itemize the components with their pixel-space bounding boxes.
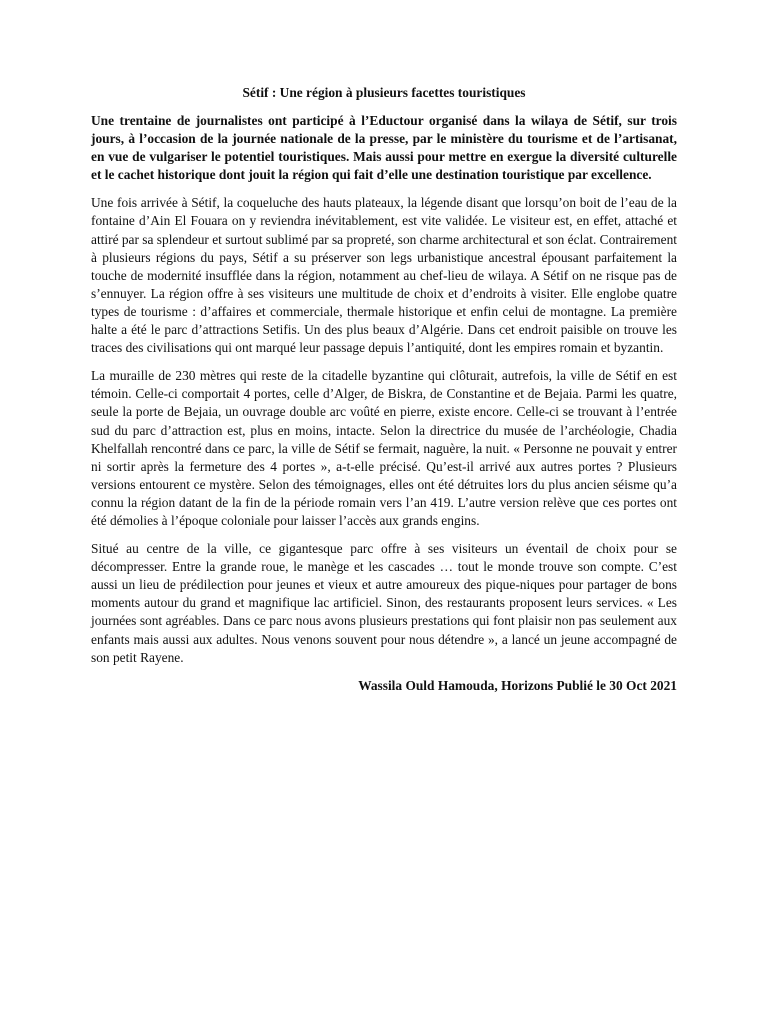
article-signature: Wassila Ould Hamouda, Horizons Publié le 30 Oct 2021 [358,677,677,693]
article-page [91,84,677,695]
article-paragraph-1: Une fois arrivée à Sétif, la coqueluche des hauts plateaux, la légende disant que lorsqu’on boit de l’eau de la fontaine d’Ain El Fouara on y reviendra inévitablement, est vite validée. Le visiteur est, en effet, attaché et attiré par sa splendeur et surtout sublimé par sa propreté, son charme architectural et son éclat. Contrairement à plusieurs régions du pays, Sétif a su préserver son legs urbanistique ancestral épousant parfaitement la touche de modernité insufflée dans la région, notamment au chef-lieu de wilaya. A Sétif on ne risque pas de s’ennuyer. La région offre à ses visiteurs une multitude de choix et d’endroits à visiter. Elle englobe quatre types de tourisme : d’affaires et commerciale, thermale historique et enfin celui de montagne. La première halte a été le parc d’attractions Setifis. Un des plus beaux d’Algérie. Dans cet endroit paisible on trouve les traces des civilisations qui ont marqué leur passage depuis l’antiquité, dont les empires romain et byzantin. [91,195,677,356]
article-paragraph-2: La muraille de 230 mètres qui reste de la citadelle byzantine qui clôturait, autrefois, la ville de Sétif en est témoin. Celle-ci comportait 4 portes, celle d’Alger, de Biskra, de Constantine et de Bejaia. Parmi les quatre, seule la porte de Bejaia, un ouvrage double arc voûté en pierre, existe encore. Celle-ci se trouvant à l’entrée sud du parc d’attraction est, plus en moins, intacte. Selon la directrice du musée de l’archéologie, Chadia Khelfallah rencontré dans ce parc, la ville de Sétif se fermait, naguère, la nuit. « Personne ne pouvait y entrer ni sortir après la fermeture des 4 portes », a-t-elle précisé. Qu’est-il arrivé aux autres portes ? Plusieurs versions entourent ce mystère. Selon des témoignages, elles ont été détruites lors du plus ancien séisme qu’a connu la région datant de la fin de la période romain vers l’an 419. L’autre version relève que ces portes ont été démolies à l’époque coloniale pour laisser l’accès aux grands engins. [91,368,677,528]
article-paragraph-3: Situé au centre de la ville, ce gigantesque parc offre à ses visiteurs un éventail de choix pour se décompresser. Entre la grande roue, le manège et les cascades … tout le monde trouve son compte. C’est aussi un lieu de prédilection pour jeunes et vieux et autre amoureux des pique-niques pour partager de bons moments autour du grand et magnifique lac artificiel. Sinon, des restaurants proposent leurs services. « Les journées sont agréables. Dans ce parc nous avons plusieurs prestations qui font plaisir non pas seulement aux enfants mais aussi aux adultes. Nous venons souvent pour nous détendre », a lancé un jeune accompagné de son petit Rayene. [91,541,677,665]
article-title: Sétif : Une région à plusieurs facettes touristiques [242,85,526,100]
article-lead: Une trentaine de journalistes ont participé à l’Eductour organisé dans la wilaya de Sétif, sur trois jours, à l’occasion de la journée nationale de la presse, par le ministère du tourisme et de l’artisanat, en vue de vulgariser le potentiel touristiques. Mais aussi pour mettre en exergue la diversité culturelle et le cachet historique dont jouit la région qui fait d’elle une destination touristique par excellence. [91,113,677,183]
